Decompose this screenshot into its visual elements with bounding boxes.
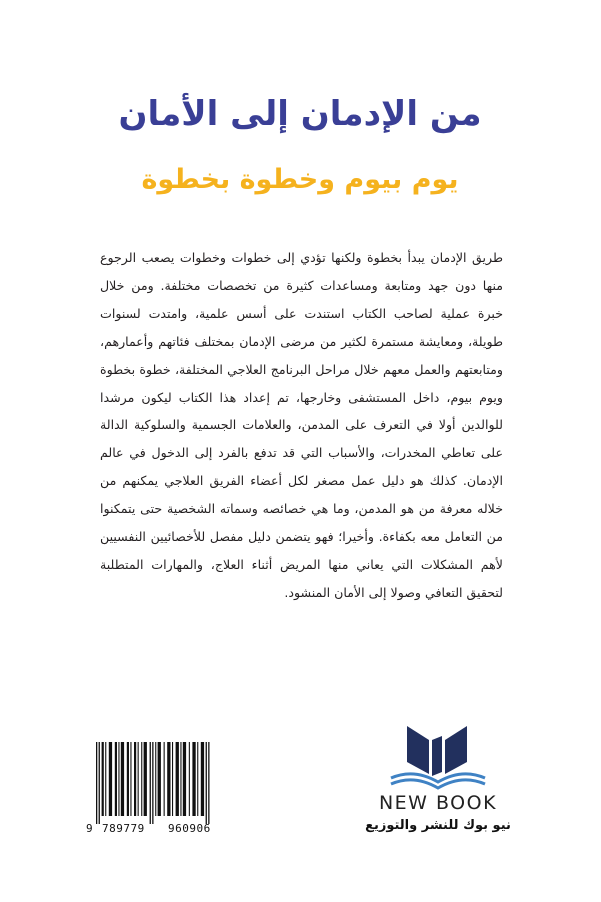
barcode-bar <box>206 742 207 824</box>
barcode-bar <box>109 742 112 816</box>
barcode-bars <box>86 742 236 824</box>
barcode-group-1: 789779 <box>102 822 145 835</box>
barcode-bar <box>102 742 104 816</box>
publisher-block <box>358 718 518 848</box>
barcode-bar <box>99 742 100 824</box>
barcode-bar <box>197 742 198 816</box>
barcode-bar <box>144 742 147 816</box>
publisher-name-latin: NEW BOOK <box>378 792 498 814</box>
book-description: طريق الإدمان يبدأ بخطوة ولكنها تؤدي إلى خطوات وخطوات يصعب الرجوع منها دون جهد ومتابعة ومساعدات كثيرة من تخصصات مختلفة. ومن خلال خبرة عملية لصاحب الكتاب استندت على أسس علمية، وامتدت لسنوات طويلة، ومعايشة مستمرة لكثير من مرضى الإدمان بمختلف فئاتهم وأعمارهم، ومتابعتهم والعمل معهم خلال مراحل البرنامج العلاجي المختلفة، خطوة بخطوة ويوم بيوم، داخل المستشفى وخارجها، تم إعداد هذا الكتاب ليكون مرشدا للوالدين أولا في التعرف على المدمن، والعلامات الجسمية والسلوكية الدالة على تعاطي المخدرات، والأسباب التي قد تدفع بالفرد إلى الدخول في عالم الإدمان. كذلك هو دليل عمل مصغر لكل أعضاء الفريق العلاجي يمكنهم من خلاله معرفة من هو المدمن، وما هي خصائصه وسماته الشخصية حتى يتمكنوا من التعامل معه بكفاءة. وأخيرا؛ فهو يتضمن دليل مفصل للأخصائيين النفسيين لأهم المشكلات التي يعاني منها المريض أثناء العلاج، والمهارات المتطلبة لتحقيق التعافي وصولا إلى الأمان المنشود. <box>100 250 503 600</box>
barcode-bar <box>118 742 119 816</box>
barcode-bar <box>180 742 181 816</box>
barcode-bar <box>176 742 179 816</box>
barcode-bar <box>172 742 173 816</box>
publisher-name-arabic: نيو بوك للنشر والتوزيع <box>365 818 511 833</box>
barcode-bar <box>150 742 151 824</box>
barcode-bar <box>167 742 170 816</box>
barcode-lead-digit: 9 <box>86 822 94 835</box>
book-subtitle: يوم بيوم وخطوة بخطوة <box>141 164 459 195</box>
barcode-bar <box>183 742 186 816</box>
book-title: من الإدمان إلى الأمان <box>118 94 482 134</box>
book-logo-icon <box>389 726 487 792</box>
isbn-barcode <box>86 742 236 842</box>
barcode-bar <box>158 742 161 816</box>
barcode-group-2: 960906 <box>168 822 211 835</box>
barcode-bar <box>105 742 106 816</box>
barcode-bar <box>134 742 136 816</box>
barcode-bar <box>189 742 190 816</box>
barcode-bar <box>155 742 156 816</box>
barcode-bar <box>96 742 97 824</box>
barcode-bar <box>121 742 124 816</box>
barcode-bar <box>192 742 195 816</box>
barcode-bar <box>138 742 139 816</box>
barcode-bar <box>130 742 131 816</box>
barcode-bar <box>201 742 204 816</box>
barcode-bar <box>164 742 165 816</box>
barcode-bar <box>115 742 117 816</box>
barcode-bar <box>208 742 209 824</box>
barcode-bar <box>152 742 153 824</box>
barcode-bar <box>141 742 142 816</box>
barcode-bar <box>127 742 129 816</box>
